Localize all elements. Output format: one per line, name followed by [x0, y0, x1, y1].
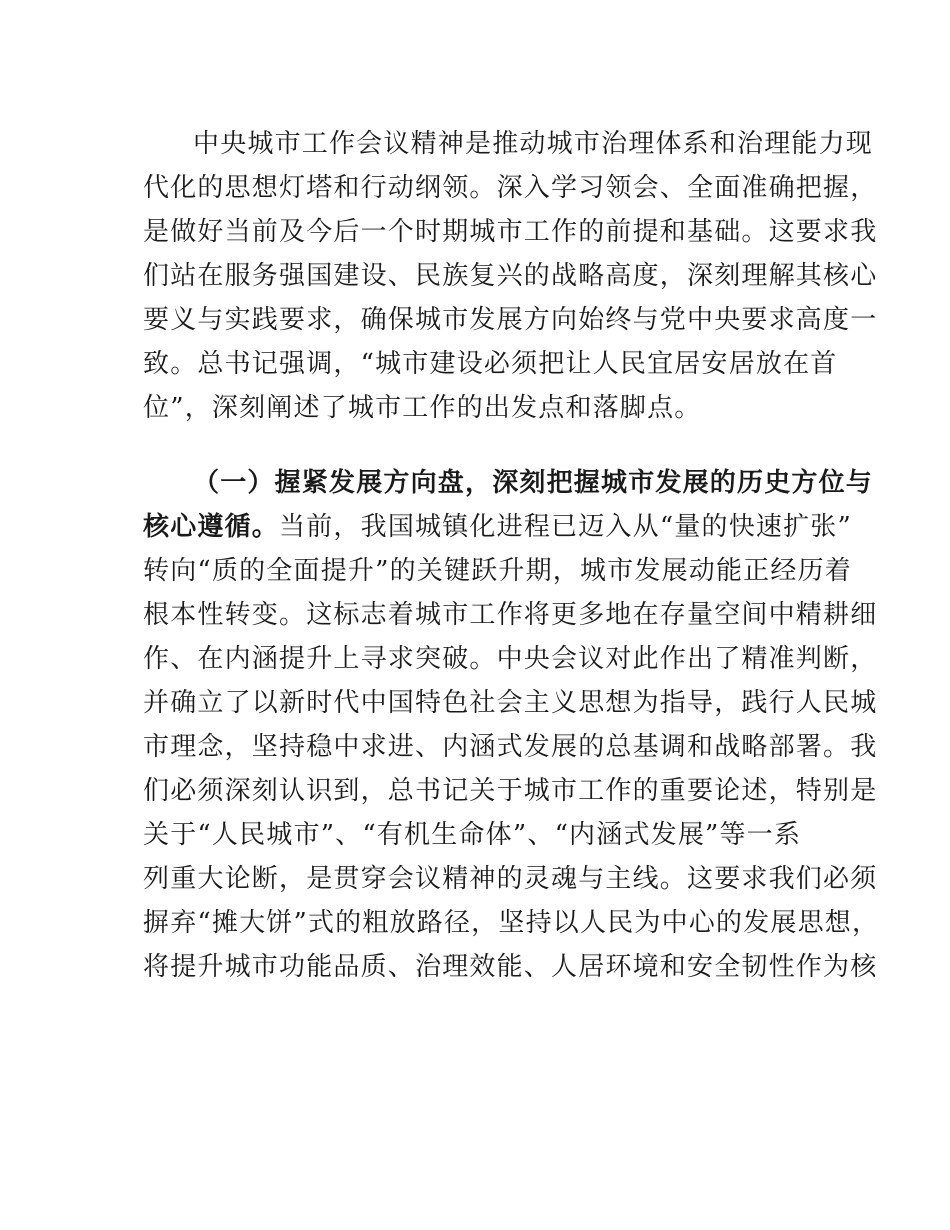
text-run: 当前，我国城镇化进程已迈入从“量的快速扩张”	[279, 512, 853, 542]
text-line: 代化的思想灯塔和行动纲领。深入学习领会、全面准确把握，	[143, 173, 878, 203]
text-line: 位”，深刻阐述了城市工作的出发点和落脚点。	[143, 393, 702, 423]
text-line: 致。总书记强调，“城市建设必须把让人民宜居安居放在首	[143, 349, 838, 379]
text-line: 作、在内涵提升上寻求突破。中央会议对此作出了精准判断，	[143, 644, 878, 674]
document-body	[143, 122, 880, 989]
text-line: 要义与实践要求，确保城市发展方向始终与党中央要求高度一	[143, 305, 878, 335]
text-line: 们必须深刻认识到，总书记关于城市工作的重要论述，特别是	[143, 776, 878, 806]
text-line: 转向“质的全面提升”的关键跃升期，城市发展动能正经历着	[143, 556, 852, 586]
paragraph-gap	[143, 430, 823, 461]
text-line: 中央城市工作会议精神是推动城市治理体系和治理能力现	[193, 129, 874, 159]
text-line: 们站在服务强国建设、民族复兴的战略高度，深刻理解其核心	[143, 261, 878, 291]
text-line	[143, 505, 853, 549]
text-line: 将提升城市功能品质、治理效能、人居环境和安全韧性作为核	[143, 952, 878, 982]
text-line: 市理念，坚持稳中求进、内涵式发展的总基调和战略部署。我	[143, 732, 878, 762]
section-heading: （一）握紧发展方向盘，深刻把握城市发展的历史方位与	[193, 468, 874, 498]
section-heading-end: 核心遵循。	[143, 512, 280, 542]
text-line: 关于“人民城市”、“有机生命体”、“内涵式发展”等一系	[143, 820, 802, 850]
text-line: 根本性转变。这标志着城市工作将更多地在存量空间中精耕细	[143, 600, 878, 630]
text-line: 摒弃“摊大饼”式的粗放路径，坚持以人民为中心的发展思想，	[143, 908, 880, 938]
paragraph-section-one	[143, 461, 880, 989]
paragraph-intro	[143, 122, 878, 430]
text-line: 是做好当前及今后一个时期城市工作的前提和基础。这要求我	[143, 217, 878, 247]
text-line: 并确立了以新时代中国特色社会主义思想为指导，践行人民城	[143, 688, 878, 718]
text-line: 列重大论断，是贯穿会议精神的灵魂与主线。这要求我们必须	[143, 864, 878, 894]
